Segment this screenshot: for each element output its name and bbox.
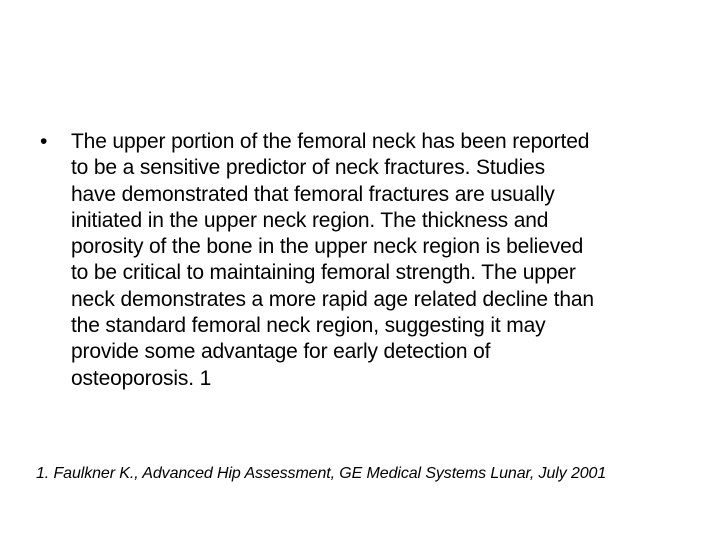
paragraph-line: to be a sensitive predictor of neck fractures. Studies [71,156,545,180]
bullet-paragraph [71,129,594,392]
footnote-citation: 1. Faulkner K., Advanced Hip Assessment, GE Medical Systems Lunar, July 2001 [36,465,607,482]
paragraph-line: have demonstrated that femoral fractures are usually [71,182,555,206]
bullet-icon: • [40,130,48,153]
bullet-point [40,129,690,392]
paragraph-line: osteoporosis. 1 [71,366,212,390]
paragraph-line: the standard femoral neck region, suggesting it may [71,314,546,338]
paragraph-line: neck demonstrates a more rapid age related decline than [71,287,594,311]
paragraph-line: initiated in the upper neck region. The thickness and [71,208,549,232]
paragraph-line: porosity of the bone in the upper neck region is believed [71,235,584,259]
paragraph-line: provide some advantage for early detection of [71,340,491,364]
paragraph-line: The upper portion of the femoral neck has been reported [71,130,590,153]
paragraph-line: to be critical to maintaining femoral strength. The upper [71,261,576,285]
